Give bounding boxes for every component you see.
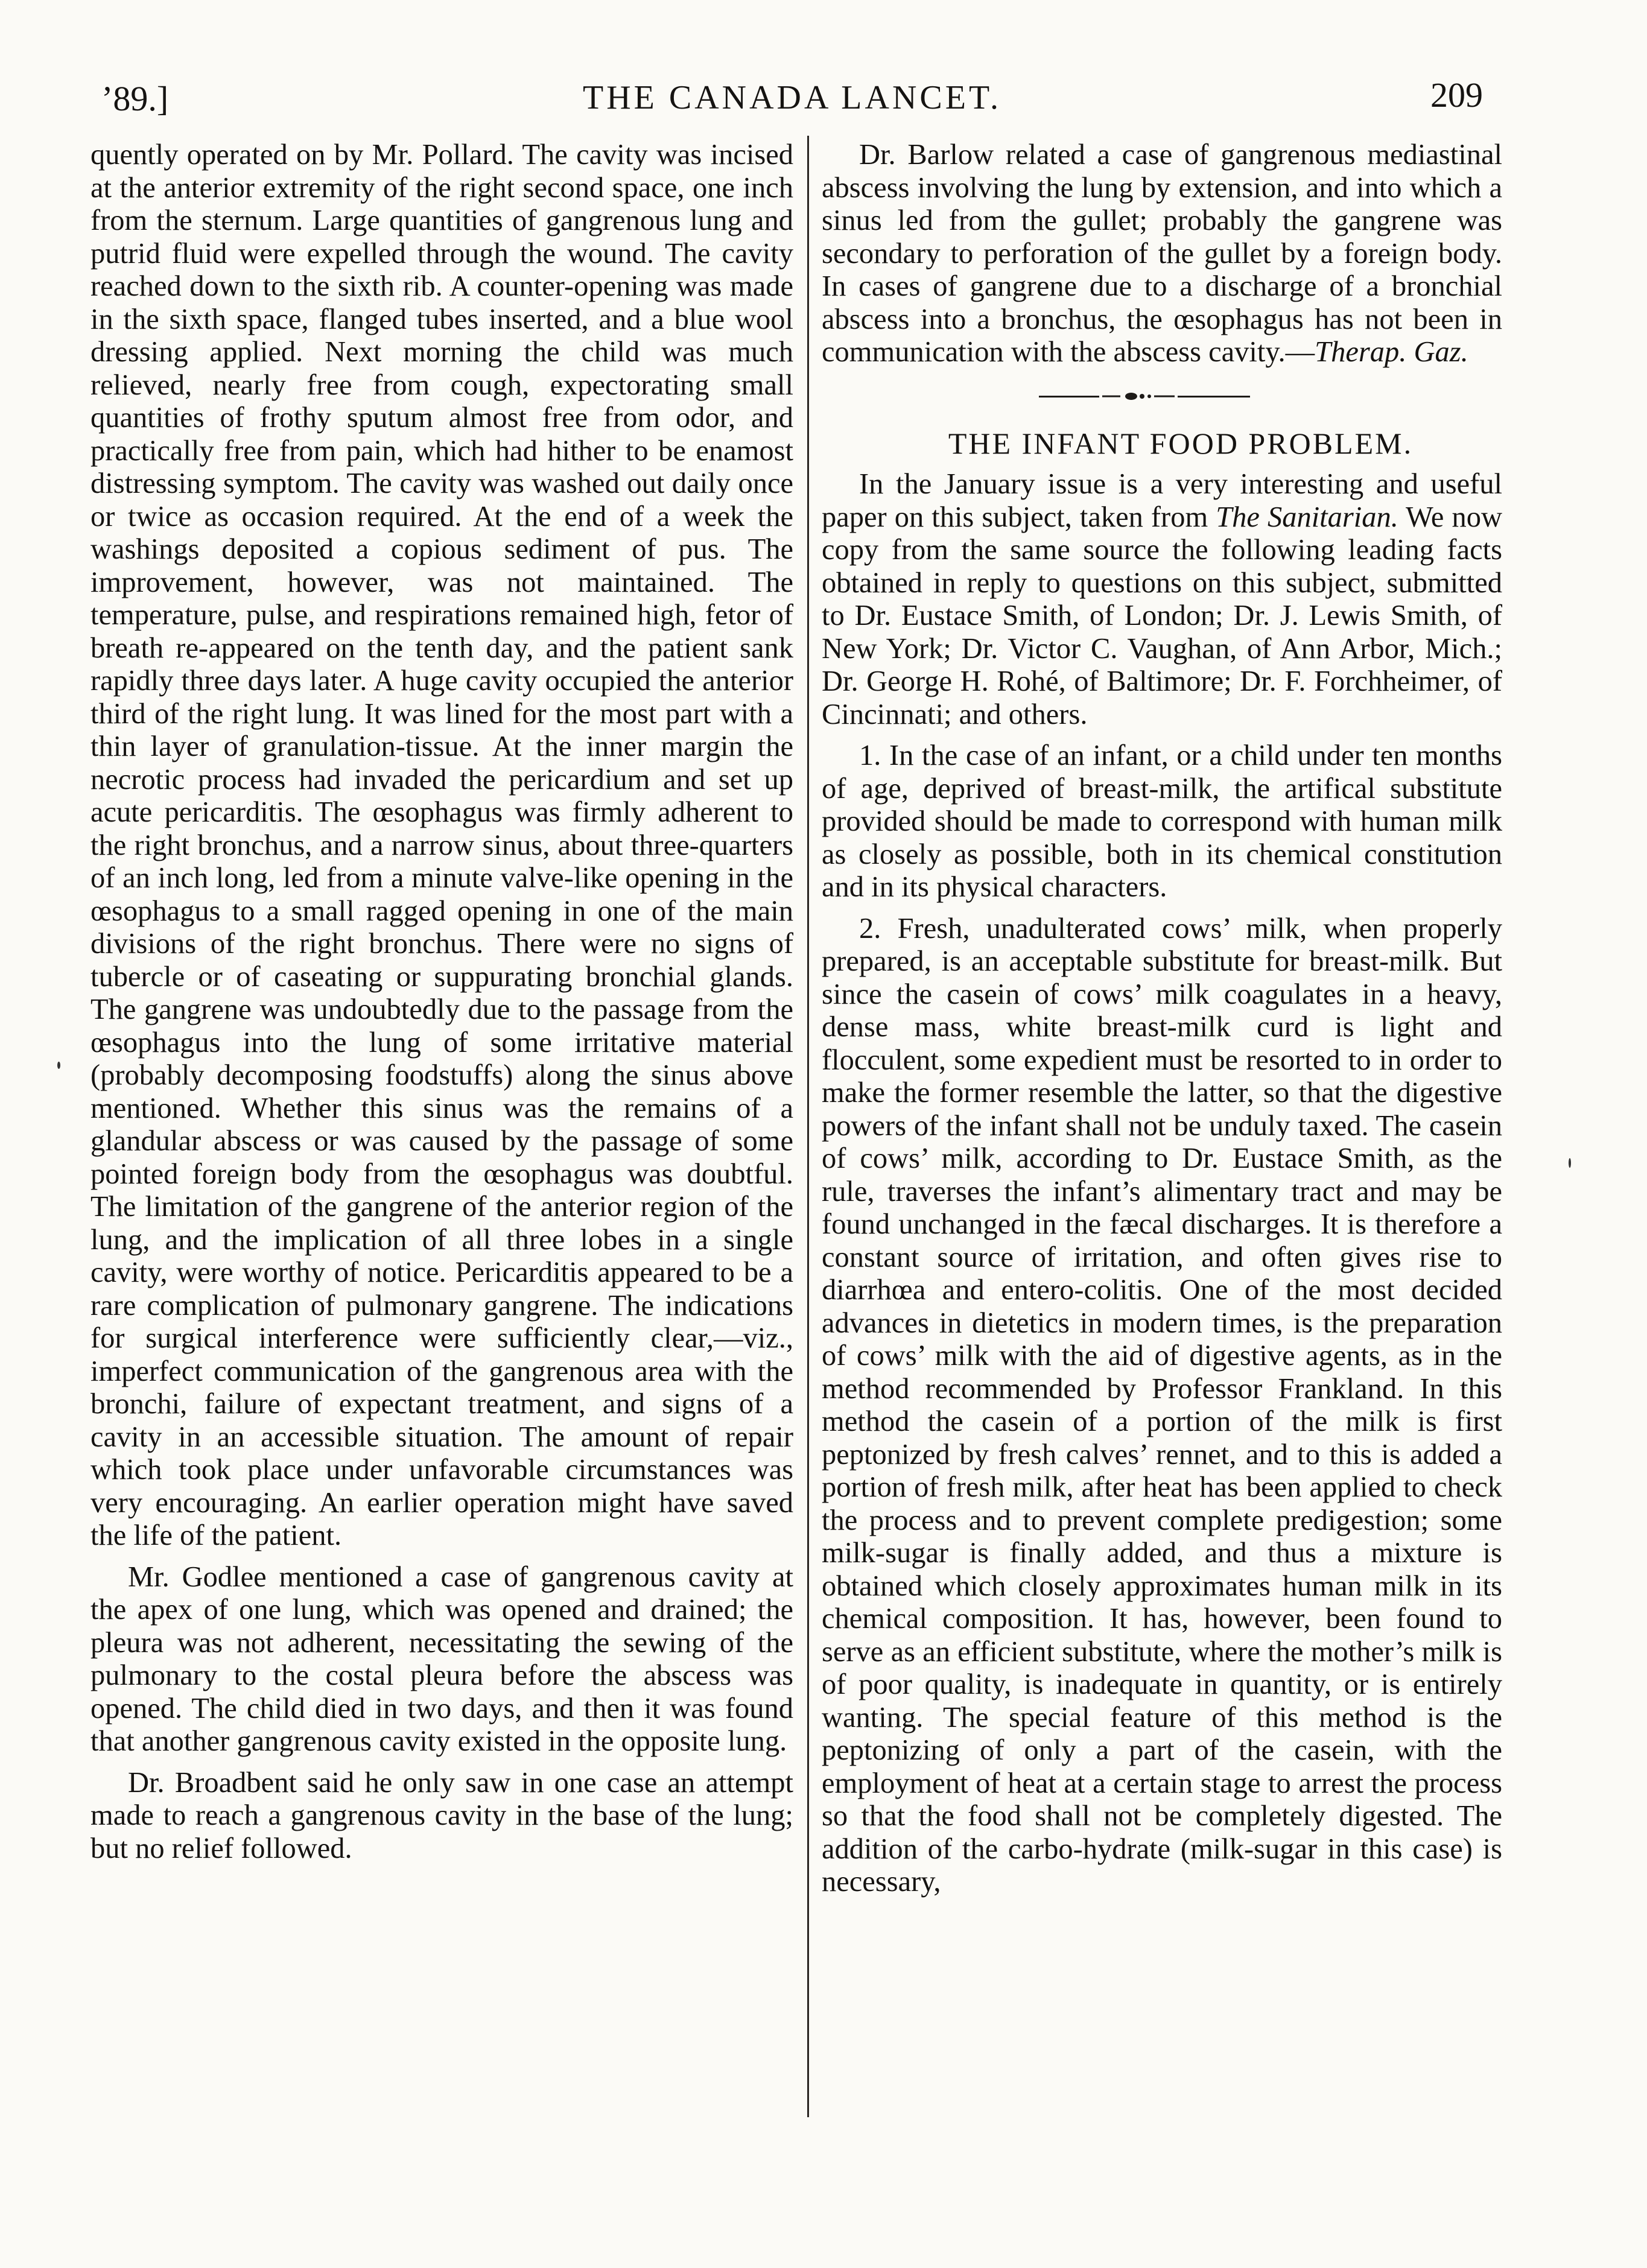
- right-column: [822, 139, 1502, 1899]
- right-paragraph-1: [822, 139, 1502, 369]
- source-citation: Therap. Gaz.: [1315, 336, 1468, 368]
- left-paragraph-2: Mr. Godlee mentioned a case of gangrenous cavity at the apex of one lung, which was opened and drained; the pleura was not adherent, necessitating the sewing of the pulmonary to the costal pleura before the abscess was opened. The child died in two days, and then it was found that another gangrenous cavity existed in the opposite lung.: [90, 1560, 793, 1757]
- page-number: 209: [1430, 75, 1483, 115]
- ornament-flourish-icon: [1102, 390, 1175, 403]
- scan-speck: [57, 1062, 60, 1069]
- journal-title: THE CANADA LANCET.: [582, 79, 1002, 116]
- journal-reference: The Sanitarian.: [1216, 501, 1398, 533]
- section-ornament: [822, 385, 1502, 409]
- section-title: THE INFANT FOOD PROBLEM.: [948, 426, 1414, 460]
- right-paragraph-2: [822, 468, 1502, 731]
- intro-text-a: In the January issue is a very interesting and useful paper on this subject, taken from: [822, 468, 1502, 533]
- scan-speck: [1569, 1158, 1571, 1168]
- intro-text-b: We now copy from the same source the following leading facts obtained in reply to questions on this subject, submitted to Dr. Eustace Smith, of London; Dr. J. Lewis Smith, of New York; Dr. Victor C. Vaughan, of Ann Arbor, Mich.; Dr. George H. Rohé, of Baltimore; Dr. F. Forchheimer, of Cincinnati; and others.: [822, 501, 1502, 730]
- running-header: [101, 72, 1483, 127]
- left-column: [90, 139, 793, 1865]
- left-paragraph-1: quently operated on by Mr. Pollard. The cavity was incised at the anterior extremity of the right second space, one inch from the sternum. Large quantities of gangrenous lung and putrid fluid were expelled through the wound. The cavity reached down to the sixth rib. A counter-opening was made in the sixth space, flanged tubes inserted, and a blue wool dressing applied. Next morning the child was much relieved, nearly free from cough, expectorating small quantities of frothy sputum almost free from odor, and practically free from pain, which had hither to be enamost distressing symptom. The cavity was washed out daily once or twice as occasion required. At the end of a week the washings deposited a copious sediment of pus. The improvement, however, was not maintained. The temperature, pulse, and respirations remained high, fetor of breath re-appeared on the tenth day, and the patient sank rapidly three days later. A huge cavity occupied the anterior third of the right lung. It was lined for the most part with a thin layer of granulation-tissue. At the inner margin the necrotic process had invaded the pericardium and set up acute pericarditis. The œsophagus was firmly adherent to the right bronchus, and a narrow sinus, about three-quarters of an inch long, led from a minute valve-like opening in the œsophagus to a small ragged opening in one of the main divisions of the right bronchus. There were no signs of tubercle or of caseating or suppurating bronchial glands. The gangrene was undoubtedly due to the passage from the œsophagus into the lung of some irritative material (probably decomposing foodstuffs) along the sinus above mentioned. Whether this sinus was the remains of a glandular abscess or was caused by the passage of some pointed foreign body from the œsophagus was doubtful. The limitation of the gangrene of the anterior region of the lung, and the implication of all three lobes in a single cavity, were worthy of notice. Pericarditis appeared to be a rare complication of pulmonary gangrene. The indications for surgical interference were sufficiently clear,—viz., imperfect communication of the gangrenous area with the bronchi, failure of expectant treatment, and signs of a cavity in an accessible situation. The amount of repair which took place under unfavorable circumstances was very encouraging. An earlier operation might have saved the life of the patient.: [90, 139, 793, 1551]
- right-paragraph-4: 2. Fresh, unadulterated cows’ milk, when properly prepared, is an acceptable substitute for breast-milk. But since the casein of cows’ milk coagulates in a heavy, dense mass, white breast-milk curd is light and flocculent, some expedient must be resorted to in order to make the former resemble the latter, so that the digestive powers of the infant shall not be unduly taxed. The casein of cows’ milk, according to Dr. Eustace Smith, as the rule, traverses the infant’s alimentary tract and may be found unchanged in the fæcal discharges. It is therefore a constant source of irritation, and often gives rise to diarrhœa and entero-colitis. One of the most decided advances in dietetics in modern times, is the preparation of cows’ milk with the aid of digestive agents, as in the method recommended by Professor Frankland. In this method the casein of a portion of the milk is first peptonized by fresh calves’ rennet, and to this is added a portion of fresh milk, after heat has been applied to check the process and to prevent complete predigestion; some milk-sugar is finally added, and thus a mixture is obtained which closely approximates human milk in its chemical composition. It has, however, been found to serve as an efficient substitute, where the mother’s milk is of poor quality, is inadequate in quantity, or is entirely wanting. The special feature of this method is the peptonizing of only a part of the casein, with the employment of heat at a certain stage to arrest the process so that the food shall not be completely digested. The addition of the carbo-hydrate (milk-sugar in this case) is necessary,: [822, 912, 1502, 1898]
- right-paragraph-3: 1. In the case of an infant, or a child under ten months of age, deprived of breast-milk, the artifical substitute provided should be made to correspond with human milk as closely as possible, both in its chemical constitution and in its physical characters.: [822, 740, 1502, 903]
- left-paragraph-3: Dr. Broadbent said he only saw in one case an attempt made to reach a gangrenous cavity in the base of the lung; but no relief followed.: [90, 1766, 793, 1864]
- barlow-text: Dr. Barlow related a case of gangrenous mediastinal abscess involving the lung by extension, and into which a sinus led from the gullet; probably the gangrene was secondary to perforation of the gullet by a foreign body. In cases of gangrene due to a discharge of a bronchial abscess into a bronchus, the œsophagus has not been in communication with the abscess cavity.—: [822, 139, 1502, 368]
- header-year: ’89.]: [101, 79, 169, 118]
- column-divider: [807, 136, 809, 2117]
